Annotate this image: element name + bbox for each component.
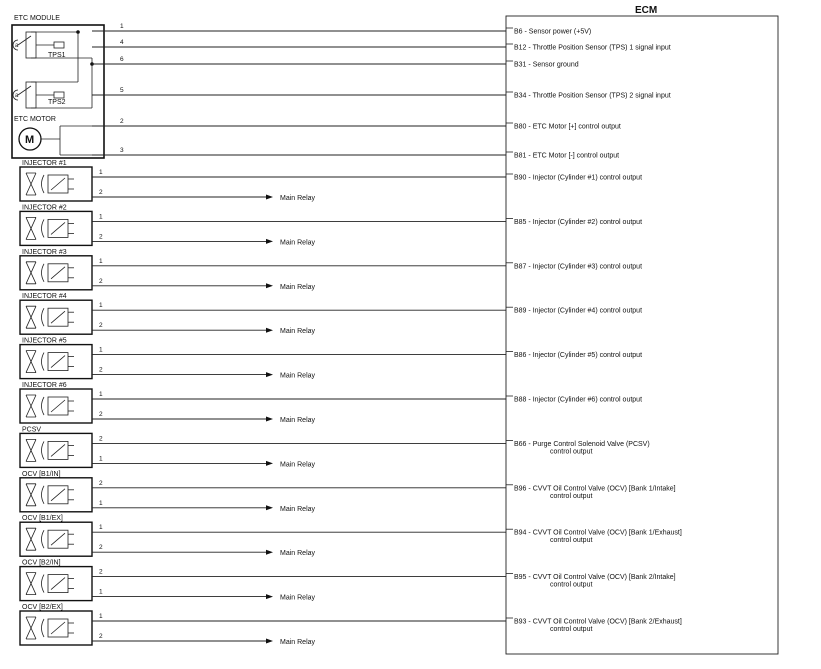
terminal-id: B93 [514,618,527,626]
ecm-terminal-label [514,153,619,160]
ecm-terminal-label [514,124,621,131]
pin-number: 1 [99,524,103,532]
pin-number: 2 [120,118,124,125]
etc-motor-title: ETC MOTOR [14,116,56,123]
pin-number: 2 [99,544,103,552]
terminal-desc: - Injector (Cylinder #3) control output [526,263,643,271]
main-relay-label: Main Relay [280,283,316,291]
terminal-id: B66 [514,440,527,448]
main-relay-label: Main Relay [280,239,316,247]
ecm-terminal-label [514,29,591,36]
actuator-3 [20,249,642,291]
terminal-id: B87 [514,263,527,271]
ecm-terminal-label [514,93,671,100]
terminal-id: B88 [514,396,527,404]
main-relay-label: Main Relay [280,639,316,646]
actuator-11 [20,604,682,646]
pin-number: 1 [99,588,103,596]
arrow-icon [266,328,273,333]
ecm-terminal-label [514,530,682,537]
terminal-desc: - Injector (Cylinder #5) control output [526,352,643,360]
actuator-name: INJECTOR #3 [22,248,67,256]
tps1-sensor [13,32,92,59]
terminal-desc: - Purge Control Solenoid Valve (PCSV) [526,440,650,448]
terminal-id: B31 [514,61,527,69]
actuator-name: PCSV [22,426,42,434]
terminal-id: B86 [514,352,527,360]
pin-number: 2 [99,366,103,374]
etc-signal-b34 [92,87,671,100]
arrow-icon [266,195,273,200]
terminal-id: B89 [514,307,527,315]
main-relay-label: Main Relay [280,417,316,424]
actuator-name: INJECTOR #5 [22,337,67,345]
pin-number: 1 [99,213,103,221]
ecm-terminal-label [514,485,676,492]
actuator-name: OCV [B2/IN] [22,559,61,567]
main-relay-label: Main Relay [280,461,316,469]
junction-dot [76,30,80,34]
arrow-icon [266,550,273,555]
main-relay-label: Main Relay [280,328,316,336]
actuator-name: OCV [B2/EX] [22,604,63,611]
terminal-id: B12 [514,44,527,52]
pin-number: 4 [120,39,124,46]
arrow-icon [266,417,273,422]
ecm-terminal-label [514,574,676,581]
actuator-4 [20,293,642,335]
etc-signal-wires [41,23,671,160]
terminal-id: B94 [514,529,527,537]
terminal-id: B81 [514,152,527,160]
terminal-id: B96 [514,485,527,493]
pin-number: 1 [99,302,103,310]
main-relay-label: Main Relay [280,195,316,202]
terminal-desc: - Throttle Position Sensor (TPS) 1 signal input [526,44,671,52]
terminal-desc: - Injector (Cylinder #2) control output [526,218,643,226]
terminal-desc: - CVVT Oil Control Valve (OCV) [Bank 2/Exhaust] [526,618,682,626]
terminal-id: B85 [514,218,527,226]
ecm-terminal-label [514,441,650,448]
pin-number: 2 [99,277,103,285]
tps1-label: TPS1 [48,52,66,59]
pin-number: 1 [99,169,103,176]
pin-number: 2 [99,189,103,196]
pin-number: 6 [120,56,124,63]
pin-number: 1 [99,499,103,507]
arrow-icon [266,505,273,510]
actuator-2 [20,204,642,246]
ecm-terminal-label [514,263,642,270]
tps2-sensor [13,82,92,108]
pin-number: 2 [99,633,103,640]
actuator-name: OCV [B1/IN] [22,470,61,478]
actuator-1 [20,160,642,202]
arrow-icon [266,461,273,466]
pin-number: 1 [99,455,103,463]
terminal-desc: - Injector (Cylinder #1) control output [526,174,643,182]
terminal-desc: - Injector (Cylinder #6) control output [526,396,643,404]
ecm-terminal-label [514,62,579,69]
pin-number: 2 [99,233,103,241]
main-relay-label: Main Relay [280,372,316,380]
main-relay-label: Main Relay [280,505,316,513]
arrow-icon [266,639,273,644]
tps2-label: TPS2 [48,99,66,106]
actuator-8 [20,471,676,513]
pin-number: 2 [99,322,103,330]
sensor-mark: a [15,43,19,49]
terminal-desc-cont: control output [550,448,593,456]
ecm-terminal-label [514,219,642,226]
etc-signal-b81 [92,147,619,160]
pin-number: 2 [99,479,103,487]
terminal-desc: - CVVT Oil Control Valve (OCV) [Bank 1/Exhaust] [526,529,682,537]
pin-number: 1 [120,23,124,30]
etc-signal-b80 [92,118,621,131]
pin-number: 5 [120,87,124,94]
terminal-id: B6 [514,28,523,36]
terminal-desc-cont: control output [550,581,593,589]
actuator-list [20,160,682,646]
actuator-6 [20,382,642,424]
actuator-10 [20,560,676,602]
terminal-id: B95 [514,574,527,582]
actuator-name: INJECTOR #2 [22,204,67,212]
actuator-name: INJECTOR #1 [22,160,67,167]
terminal-id: B34 [514,92,527,100]
arrow-icon [266,594,273,599]
arrow-icon [266,372,273,377]
ecm-terminal-label [514,397,642,404]
actuator-5 [20,338,642,380]
ecm-terminal-label [514,45,671,52]
actuator-name: OCV [B1/EX] [22,515,63,523]
ecm-title: ECM [635,5,658,16]
terminal-desc: - ETC Motor [-] control output [526,152,620,160]
terminal-desc: - ETC Motor [+] control output [526,123,621,131]
ecm-terminal-label [514,308,642,315]
terminal-desc-cont: control output [550,626,593,633]
ecm-terminal-label [514,619,682,626]
ecm-box [506,16,778,654]
terminal-id: B80 [514,123,527,131]
pin-number: 1 [99,613,103,620]
etc-signal-b6 [92,23,591,36]
arrow-icon [266,239,273,244]
pin-number: 3 [120,147,124,154]
pin-number: 1 [99,346,103,354]
etc-motor-symbol: M [25,134,35,146]
terminal-desc: - Sensor ground [526,61,579,69]
main-relay-label: Main Relay [280,594,316,602]
terminal-desc: - CVVT Oil Control Valve (OCV) [Bank 2/Intake] [526,574,676,582]
terminal-id: B90 [514,174,527,182]
ecm-terminal-label [514,175,642,182]
terminal-desc: - Injector (Cylinder #4) control output [526,307,643,315]
etc-signal-b12 [92,39,671,52]
terminal-desc-cont: control output [550,537,593,545]
terminal-desc: - CVVT Oil Control Valve (OCV) [Bank 1/Intake] [526,485,676,493]
pin-number: 1 [99,391,103,398]
pin-number: 2 [99,411,103,418]
etc-module-title: ETC MODULE [14,15,60,22]
actuator-9 [20,515,682,557]
ecm-terminal-label [514,352,642,359]
pin-number: 1 [99,257,103,265]
terminal-desc: - Throttle Position Sensor (TPS) 2 signal input [526,92,671,100]
pin-number: 2 [99,568,103,576]
arrow-icon [266,283,273,288]
terminal-desc: - Sensor power (+5V) [522,28,592,36]
actuator-name: INJECTOR #4 [22,293,67,301]
pin-number: 2 [99,435,103,443]
sensor-mark: a [15,93,19,99]
terminal-desc-cont: control output [550,492,593,500]
main-relay-label: Main Relay [280,550,316,558]
actuator-7 [20,426,650,468]
actuator-name: INJECTOR #6 [22,382,67,389]
